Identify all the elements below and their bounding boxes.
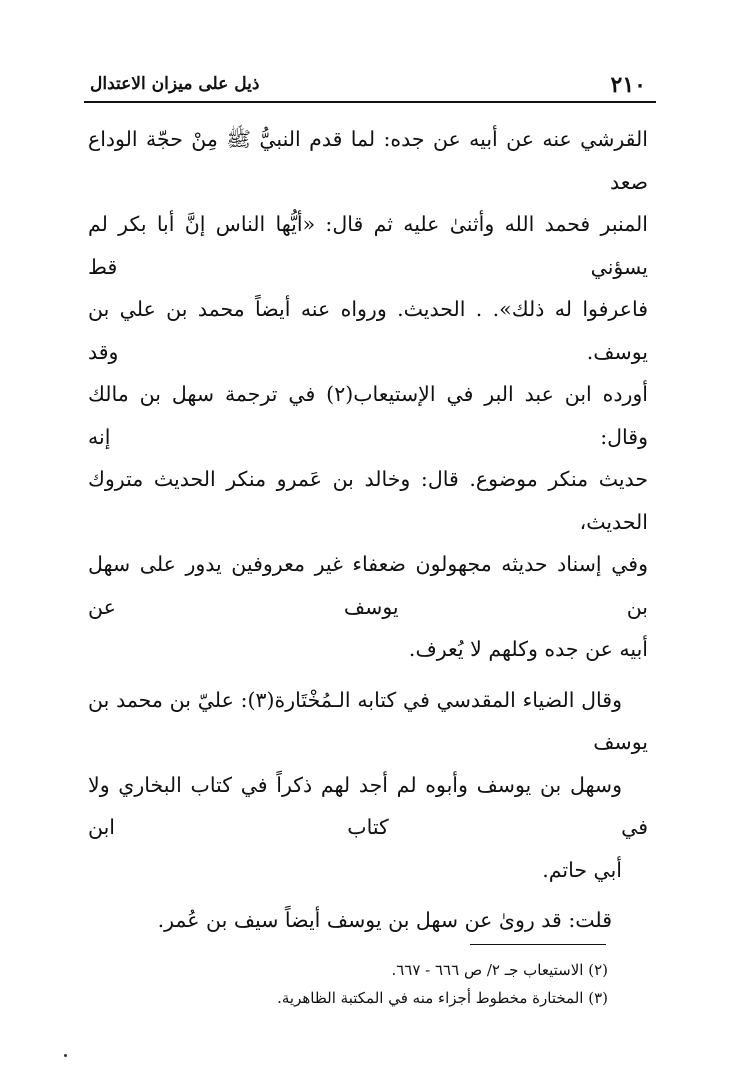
- paragraph-1: [88, 118, 648, 671]
- text-line: حديث منكر موضوع. قال: وخالد بن عَمرو منكر الحديث متروك الحديث،: [88, 467, 648, 534]
- text-line: وفي إسناد حديثه مجهولون ضعفاء غير معروفين يدور على سهل بن يوسف عن: [88, 552, 648, 619]
- footnote-2: (٢) الاستيعاب جـ ٢/ ص ٦٦٦ - ٦٦٧.: [391, 961, 608, 979]
- text-line: أورده ابن عبد البر في الإستيعاب(٢) في ترجمة سهل بن مالك وقال: إنه: [88, 382, 648, 449]
- text-line: فاعرفوا له ذلك». . الحديث. ورواه عنه أيضاً محمد بن علي بن يوسف. وقد: [88, 297, 648, 364]
- text-line: وقال الضياء المقدسي في كتابه الـمُخْتَارة(٣): عليّ بن محمد بن يوسف: [88, 687, 648, 754]
- main-text: [88, 118, 648, 942]
- header-rule: [84, 101, 656, 103]
- paragraph-2: [88, 679, 648, 892]
- text-line: القرشي عنه عن أبيه عن جده: لما قدم النبيُّ ﷺ مِنْ حجّة الوداع صعد: [88, 127, 648, 194]
- running-title: ذيل على ميزان الاعتدال: [90, 74, 260, 94]
- paragraph-3: قلت: قد روىٰ عن سهل بن يوسف أيضاً سيف بن عُمر.: [157, 908, 612, 932]
- page-header: [84, 68, 654, 98]
- footnotes: [200, 956, 608, 1012]
- footnote-3: (٣) المختارة مخطوط أجزاء منه في المكتبة الظاهرية.: [277, 989, 608, 1007]
- scan-speck: [64, 1054, 67, 1057]
- text-line: أبيه عن جده وكلهم لا يُعرف.: [408, 637, 648, 661]
- text-line: المنبر فحمد الله وأثنىٰ عليه ثم قال: «أيُّها الناس إنَّ أبا بكر لم يسؤني قط: [88, 212, 648, 279]
- text-line: وسهل بن يوسف وأبوه لم أجد لهم ذكراً في كتاب البخاري ولا في كتاب ابن: [88, 772, 648, 839]
- page-number: ٢١٠: [610, 72, 646, 98]
- footnote-rule: [470, 944, 606, 945]
- text-line: أبي حاتم.: [542, 857, 622, 882]
